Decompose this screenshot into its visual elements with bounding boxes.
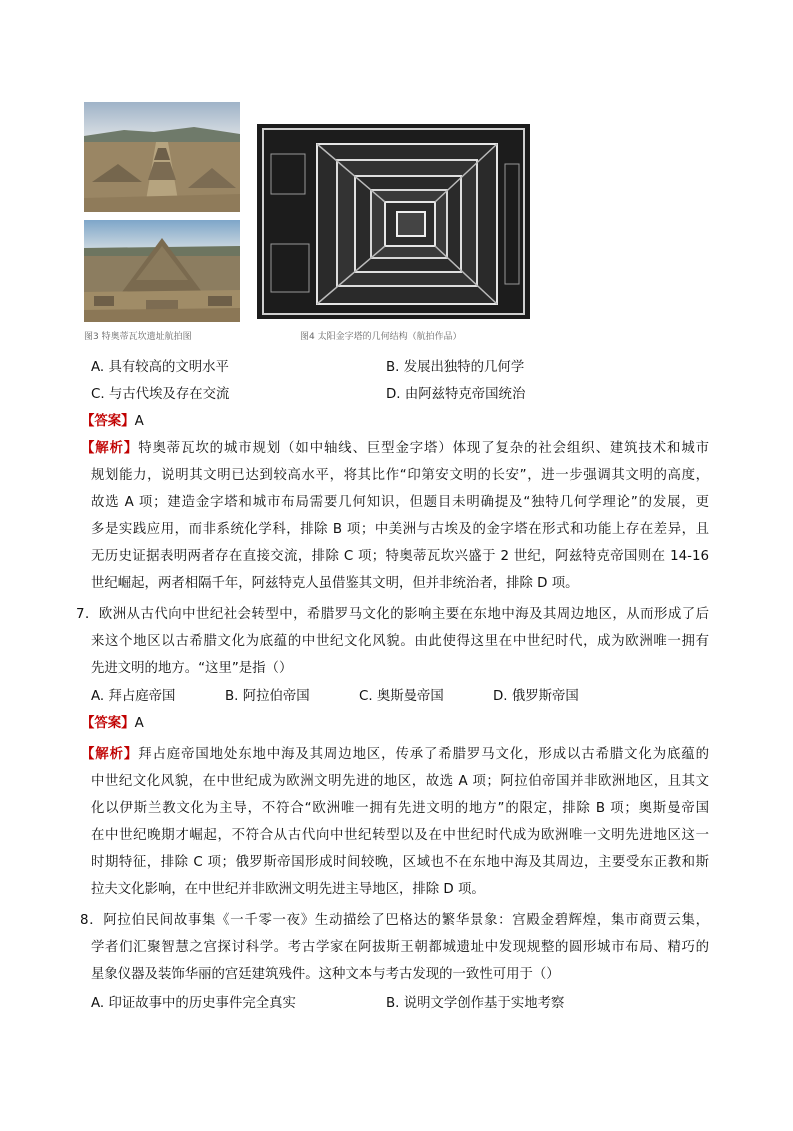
q6-analysis-line-2: 规划能力，说明其文明已达到较高水平，将其比作“印第安文明的长安”，进一步强调其文明的高度， bbox=[91, 468, 709, 483]
q8-option-a: A. 印证故事中的历史事件完全真实 bbox=[91, 996, 296, 1011]
q7-analysis-line-6: 拉夫文化影响，在中世纪并非欧洲文明先进主导地区，排除 D 项。 bbox=[91, 882, 485, 897]
q7-analysis-line-5: 时期特征，排除 C 项；俄罗斯帝国形成时间较晚，区域也不在东地中海及其周边，主要受东正教和斯 bbox=[91, 855, 709, 870]
answer-value: A bbox=[134, 716, 144, 731]
q7-answer bbox=[81, 715, 144, 733]
answer-label: 【答案】 bbox=[81, 414, 135, 429]
q7-option-b: B. 阿拉伯帝国 bbox=[225, 689, 310, 704]
q7-stem-line-2: 来这个地区以古希腊文化为底蕴的中世纪文化风貌。由此使得这里在中世纪时代，成为欧洲唯一拥有 bbox=[91, 634, 709, 649]
q8-stem-line-3: 星象仪器及装饰华丽的宫廷建筑残件。这种文本与考古发现的一致性可用于（） bbox=[91, 967, 560, 982]
analysis-label: 【解析】 bbox=[81, 747, 139, 762]
q6-option-d: D. 由阿兹特克帝国统治 bbox=[386, 387, 526, 402]
q8-stem-line-1: 8．阿拉伯民间故事集《一千零一夜》生动描绘了巴格达的繁华景象：宫殿金碧辉煌，集市商贾云集， bbox=[80, 913, 709, 928]
analysis-label: 【解析】 bbox=[81, 441, 139, 456]
teotihuacan-aerial-photo bbox=[84, 102, 240, 212]
q8-option-b: B. 说明文学创作基于实地考察 bbox=[386, 996, 565, 1011]
answer-value: A bbox=[134, 414, 144, 429]
q7-option-d: D. 俄罗斯帝国 bbox=[493, 689, 579, 704]
q6-answer bbox=[81, 413, 144, 431]
q6-analysis-line-4: 多是实践应用，而非系统化学科，排除 B 项；中美洲与古埃及的金字塔在形式和功能上存在差异，且 bbox=[91, 522, 709, 537]
q6-option-a: A. 具有较高的文明水平 bbox=[91, 360, 229, 375]
pyramid-geometry-photo bbox=[257, 124, 530, 319]
q6-analysis-line-5: 无历史证据表明两者存在直接交流，排除 C 项；特奥蒂瓦坎兴盛于 2 世纪，阿兹特克帝国则在 14-16 bbox=[91, 549, 709, 564]
q6-analysis-line-6: 世纪崛起，两者相隔千年，阿兹特克人虽借鉴其文明，但并非统治者，排除 D 项。 bbox=[91, 576, 579, 591]
q8-stem-line-2: 学者们汇聚智慧之宫探讨科学。考古学家在阿拔斯王朝都城遗址中发现规整的圆形城市布局、精巧的 bbox=[91, 940, 709, 955]
q7-analysis-line-2: 中世纪文化风貌，在中世纪成为欧洲文明先进的地区，故选 A 项；阿拉伯帝国并非欧洲地区，且其文 bbox=[91, 774, 709, 789]
q6-option-c: C. 与古代埃及存在交流 bbox=[91, 387, 230, 402]
figure-4-caption: 图4 太阳金字塔的几何结构（航拍作品） bbox=[300, 332, 462, 342]
q6-analysis-line-3: 故选 A 项；建造金字塔和城市布局需要几何知识，但题目未明确提及“独特几何学理论”的发展，更 bbox=[91, 495, 709, 510]
q7-stem-line-1: 7．欧洲从古代向中世纪社会转型中，希腊罗马文化的影响主要在东地中海及其周边地区，从而形成了后 bbox=[76, 607, 709, 622]
q7-analysis-line-4: 在中世纪晚期才崛起，不符合从古代向中世纪转型以及在中世纪时代成为欧洲唯一文明先进地区这一 bbox=[91, 828, 709, 843]
q7-option-c: C. 奥斯曼帝国 bbox=[359, 689, 444, 704]
answer-label: 【答案】 bbox=[81, 716, 135, 731]
figure-3-caption: 图3 特奥蒂瓦坎遗址航拍图 bbox=[84, 332, 192, 342]
q7-option-a: A. 拜占庭帝国 bbox=[91, 689, 176, 704]
q7-analysis-line-3: 化以伊斯兰教文化为主导，不符合“欧洲唯一拥有先进文明的地方”的限定，排除 B 项；奥斯曼帝国 bbox=[91, 801, 709, 816]
q6-analysis-line-1: 【解析】特奥蒂瓦坎的城市规划（如中轴线、巨型金字塔）体现了复杂的社会组织、建筑技术和城市 bbox=[81, 441, 710, 456]
q7-stem-line-3: 先进文明的地方。“这里”是指（） bbox=[91, 661, 293, 676]
pyramid-of-sun-photo bbox=[84, 220, 240, 322]
q6-option-b: B. 发展出独特的几何学 bbox=[386, 360, 525, 375]
q7-analysis-line-1: 【解析】拜占庭帝国地处东地中海及其周边地区，传承了希腊罗马文化，形成以古希腊文化为底蕴的 bbox=[81, 747, 710, 762]
